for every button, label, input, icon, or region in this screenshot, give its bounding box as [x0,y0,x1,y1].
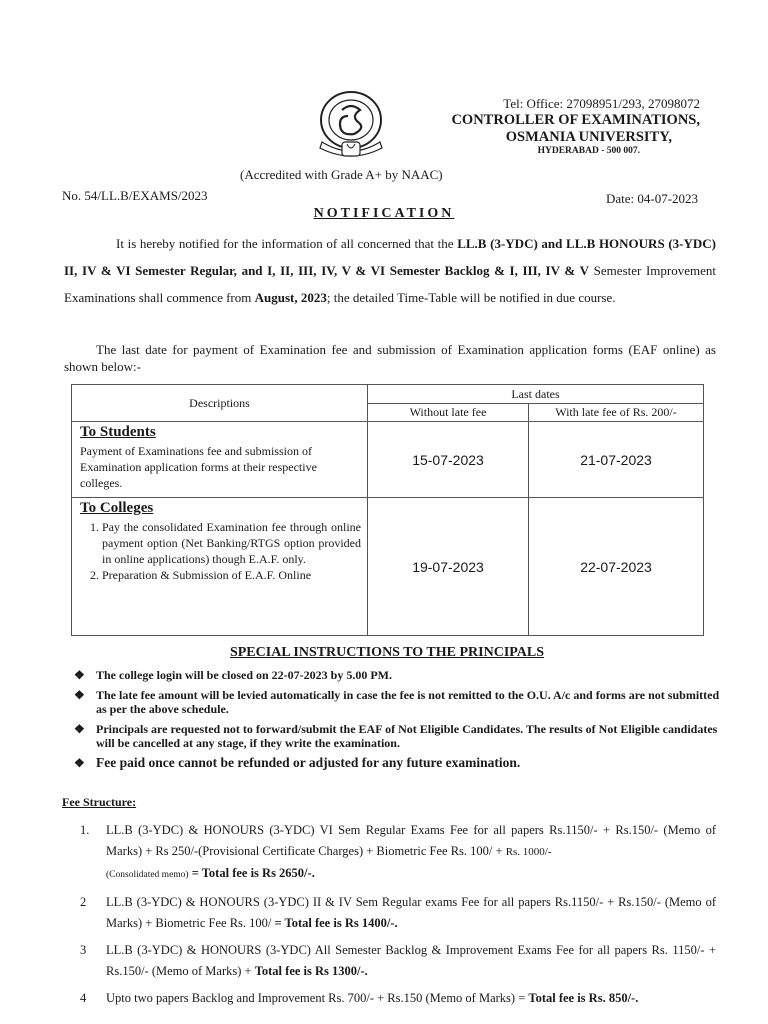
date-with-late-fee: 21-07-2023 [529,422,704,498]
fee-text-small: Rs. 1000/- [505,846,552,858]
row-title: To Colleges [80,500,154,516]
instruction-text: Fee paid once cannot be refunded or adjusted for any future examination. [96,755,521,770]
row-students-description [72,422,368,498]
instruction-text: Principals are requested not to forward/submit the EAF of Not Eligible Candidates. The results of Not Eligible candidates will be cancelled at any stage, if they write the examination. [96,722,718,750]
fee-total: Total fee is Rs. 850/-. [528,991,639,1005]
instruction-text: The late fee amount will be levied automatically in case the fee is not remitted to the O.U. A/c and forms are not submitted as per the above schedule. [96,688,720,716]
list-item [74,668,724,682]
intro-paragraph [64,230,716,311]
bullet-icon: ❖ [74,756,85,770]
university-name: OSMANIA UNIVERSITY, [505,129,672,145]
para-bold: LL.B (3-YDC) and LL.B HONOURS (3-YDC) II, IV & VI Semester Regular, and I, II, III, IV, V & VI Semester Backlog & I, III, IV & V [64,236,716,278]
list-item [80,820,716,886]
table-row [72,498,704,636]
item-number: 3 [80,943,87,957]
bullet-icon: ❖ [74,668,85,682]
table-row [72,422,704,498]
list-item [74,722,724,750]
fee-total: = Total fee is Rs 1400/-. [274,916,398,930]
fee-text: LL.B (3-YDC) & HONOURS (3-YDC) VI Sem Regular Exams Fee for all papers Rs.1150/- + Rs.150/- (Memo of Marks) + Rs 250/-(Provisional Certificate Charges) + Biometric Fee Rs. 100/ + [106,823,716,858]
item-number: 1. [80,823,90,837]
city-address: HYDERABAD - 500 007. [537,146,640,156]
para-text: ; the detailed Time-Table will be notified in due course. [326,290,616,305]
list-item [80,940,716,982]
last-dates-table [71,384,704,636]
fee-total: Total fee is Rs 1300/-. [254,964,368,978]
header-descriptions: Descriptions [72,385,368,422]
fee-text: LL.B (3-YDC) & HONOURS (3-YDC) II & IV Sem Regular exams Fee for all papers Rs.1150/- + Rs.150/- (Memo of Marks) + Biometric Fee Rs. 100/ [106,895,716,930]
date-without-late-fee: 19-07-2023 [368,498,529,636]
row-colleges-description [72,498,368,636]
para-text: It is hereby notified for the information of all concerned that the [116,236,458,251]
notification-date: Date: 04-07-2023 [606,191,699,206]
item-number: 4 [80,991,87,1005]
fee-payment-paragraph: The last date for payment of Examination fee and submission of Examination application forms (EAF online) as shown below:- [64,342,716,374]
fee-text-small: (Consolidated memo) [106,870,189,880]
list-item [80,892,716,934]
bullet-icon: ❖ [74,722,85,736]
date-without-late-fee: 15-07-2023 [368,422,529,498]
instructions-list [74,668,724,776]
para-bold-date: August, 2023 [254,290,327,305]
contact-block [420,96,700,156]
reference-number: No. 54/LL.B/EXAMS/2023 [62,188,208,203]
header-with-late-fee: With late fee of Rs. 200/- [529,404,704,422]
fee-text: LL.B (3-YDC) & HONOURS (3-YDC) All Semester Backlog & Improvement Exams Fee for all papers Rs. 1150/- + Rs.150/- (Memo of Marks) + [106,943,716,978]
university-seal-logo [312,84,390,164]
list-item: 1. Pay the consolidated Examination fee through online payment option (Net Banking/RTGS option provided in online applications) though E.A.F. only. [102,519,361,567]
fee-text: Upto two papers Backlog and Improvement Rs. 700/- + Rs.150 (Memo of Marks) = [106,991,529,1005]
row-text: Payment of Examinations fee and submission of Examination application forms at their respective colleges. [80,444,317,490]
fee-structure-title: Fee Structure: [62,795,137,809]
list-item [80,988,716,1009]
notification-title: NOTIFICATION [313,206,455,221]
header-without-late-fee: Without late fee [368,404,529,422]
list-item [74,688,724,716]
header-last-dates: Last dates [368,385,704,404]
telephone: Tel: Office: 27098951/293, 27098072 [503,96,700,111]
bullet-icon: ❖ [74,688,85,702]
college-steps-list [80,519,361,583]
office-name: CONTROLLER OF EXAMINATIONS, [451,112,700,128]
item-number: 2 [80,895,87,909]
para-text: Semester Improvement Examinations shall commence from [64,263,717,305]
list-item: 2. Preparation & Submission of E.A.F. Online [102,567,361,583]
list-item [74,756,724,770]
instruction-text: The college login will be closed on 22-07-2023 by 5.00 PM. [96,668,392,682]
accreditation: (Accredited with Grade A+ by NAAC) [240,167,443,182]
fee-structure-list [80,820,716,1015]
fee-total: = Total fee is Rs 2650/-. [188,866,315,880]
row-title: To Students [80,424,156,440]
date-with-late-fee: 22-07-2023 [529,498,704,636]
special-instructions-title: SPECIAL INSTRUCTIONS TO THE PRINCIPALS [229,645,545,660]
